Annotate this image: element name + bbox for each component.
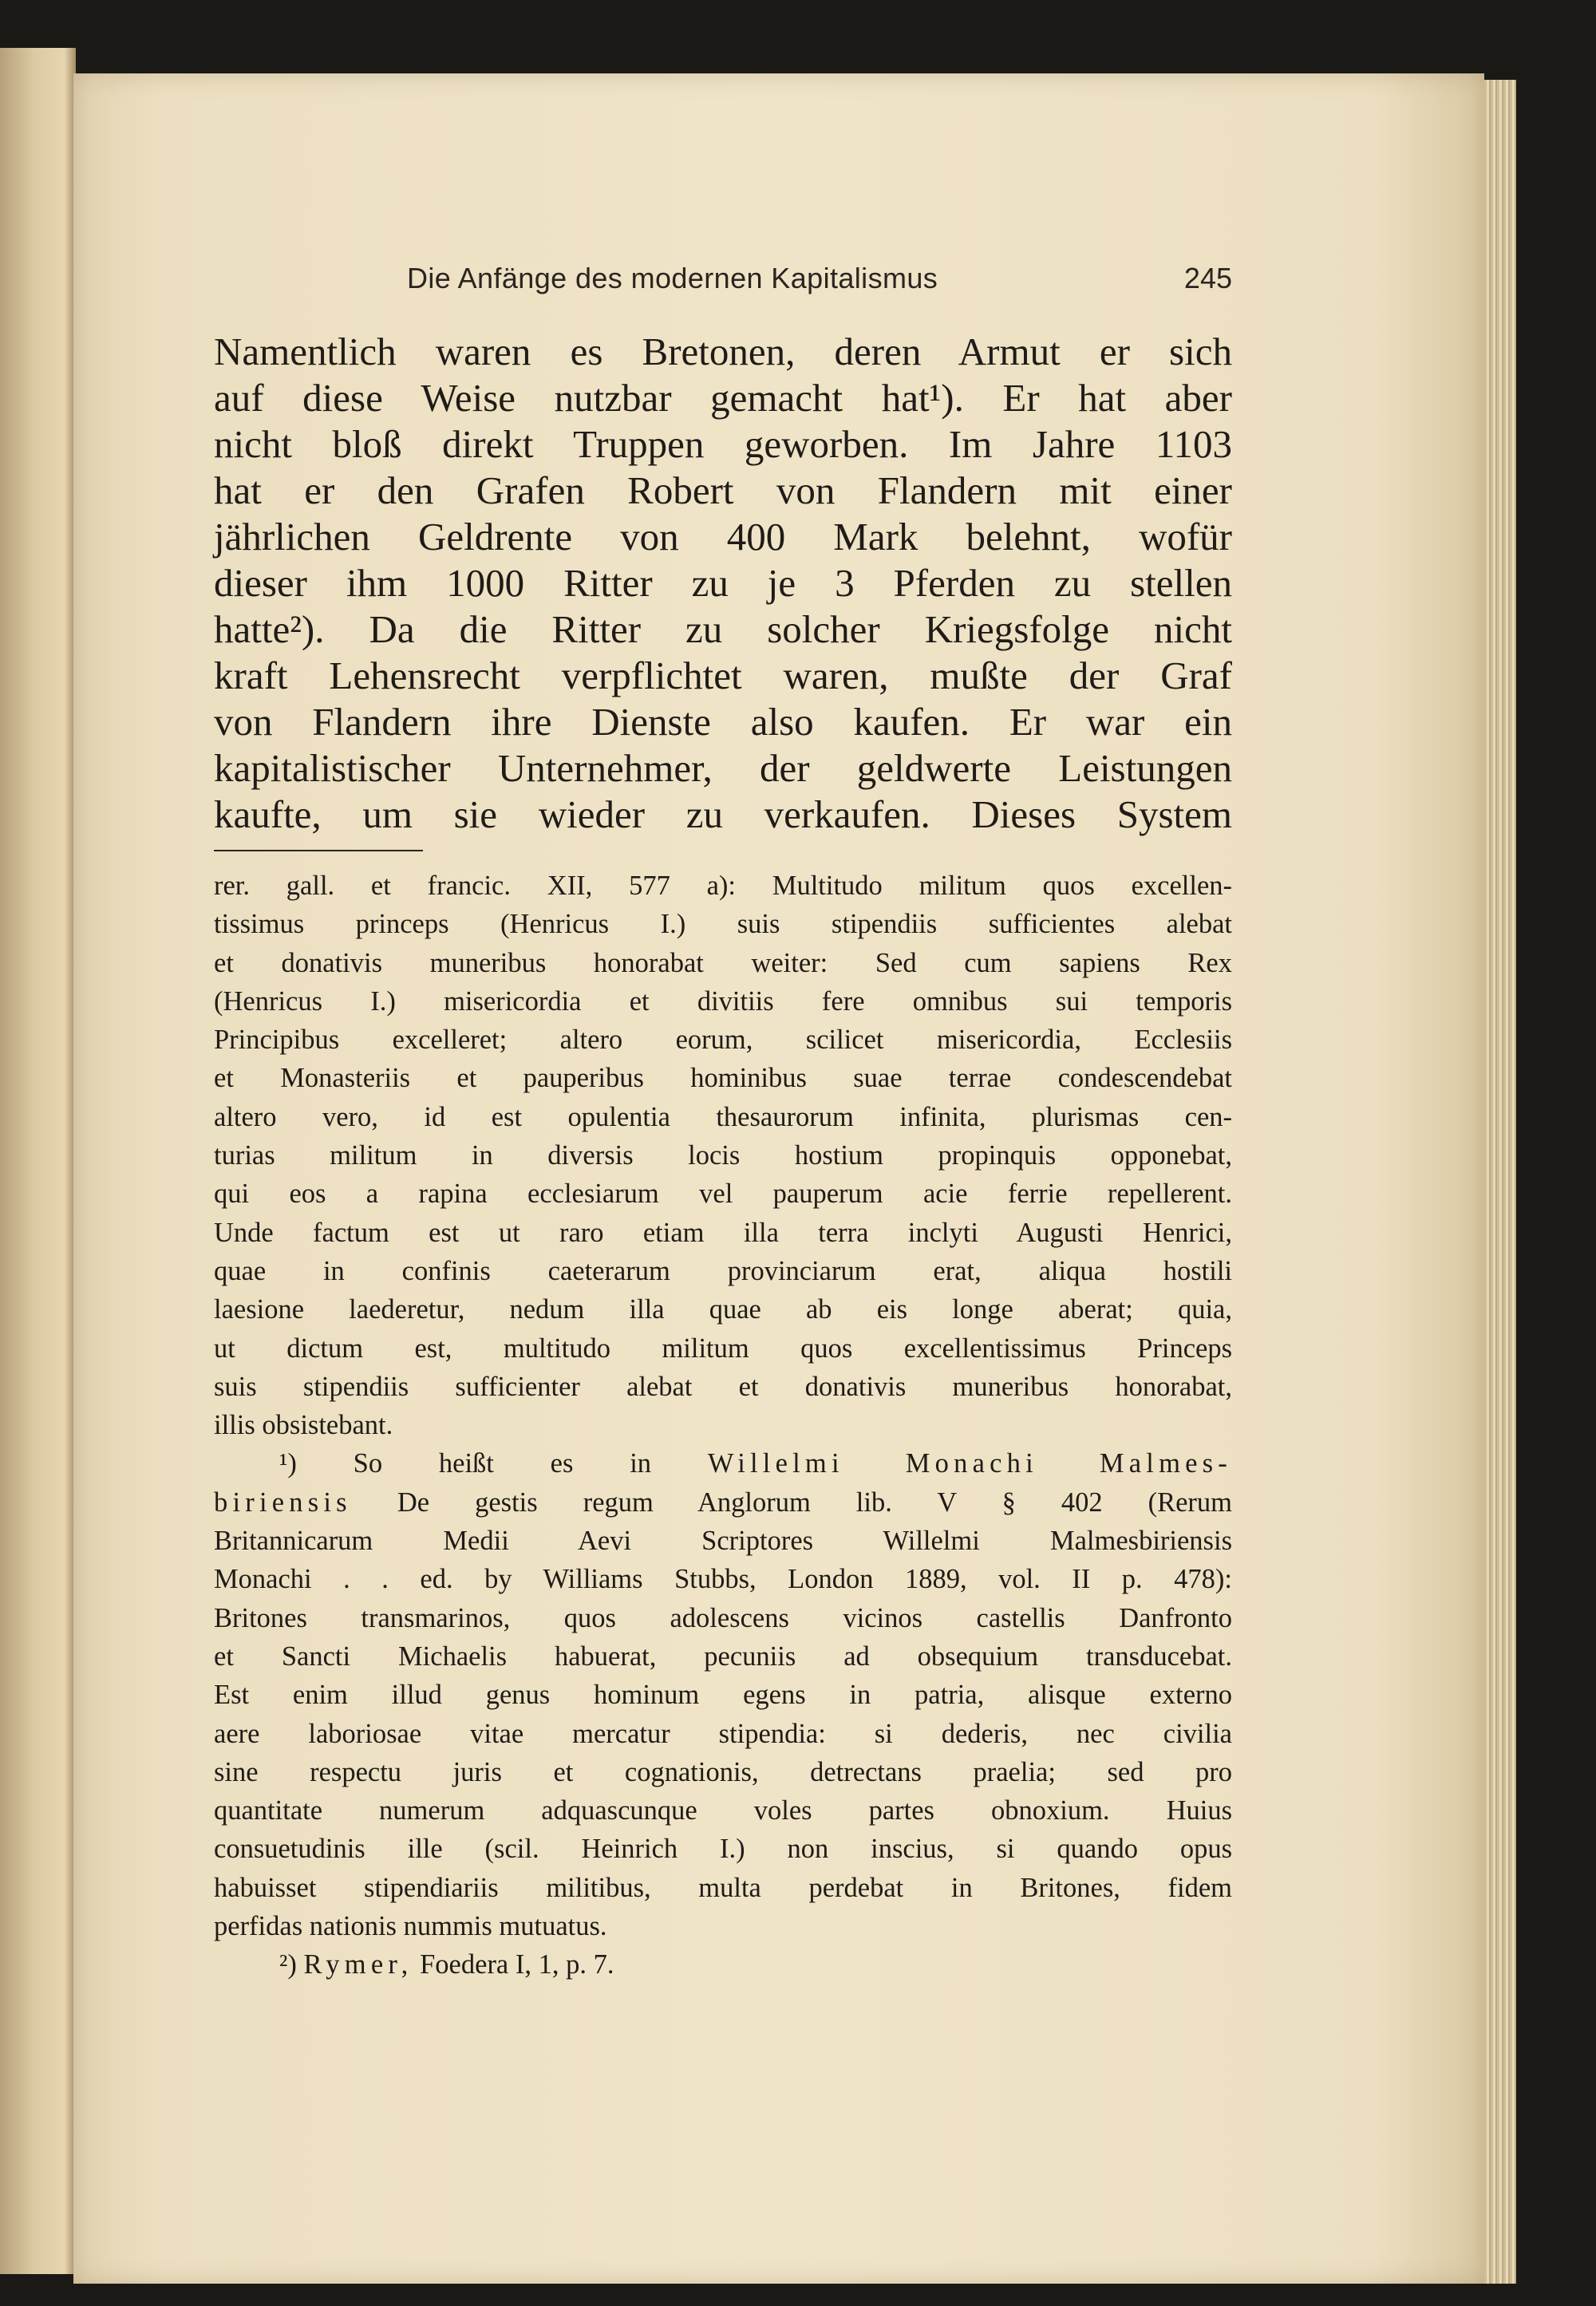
text-line: von Flandern ihre Dienste also kaufen. Er war ein [214,700,1232,744]
footnote-1-marker: ¹) [279,1448,297,1479]
text-line: kraft Lehensrecht verpflichtet waren, mußte der Graf [214,653,1232,697]
footnote-line: et donativis muneribus honorabat weiter: Sed cum sapiens Rex [214,947,1232,978]
facing-page-edge [0,48,76,2274]
text-line: hat er den Grafen Robert von Flandern mit einer [214,468,1232,512]
footnote-2-author: Rymer, [303,1949,413,1980]
footnote-line: quae in confinis caeterarum provinciarum erat, aliqua hostili [214,1255,1232,1286]
footnote-line: turias militum in diversis locis hostium propinquis opponebat, [214,1140,1232,1171]
text-line: kaufte, um sie wieder zu verkaufen. Dieses System [214,792,1232,836]
footnote-line: quantitate numerum adquascunque voles partes obnoxium. Huius [214,1795,1232,1826]
main-text [214,329,1232,838]
text-line: hatte²). Da die Ritter zu solcher Kriegsfolge nicht [214,607,1232,651]
text-line: jährlichen Geldrente von 400 Mark belehnt, wofür [214,515,1232,559]
footnote-line: et Sancti Michaelis habuerat, pecuniis ad obsequium transducebat. [214,1641,1232,1672]
running-title: Die Anfänge des modernen Kapitalismus [407,262,938,294]
footnote-line: aere laboriosae vitae mercatur stipendia: si dederis, nec civilia [214,1718,1232,1749]
footnote-line: Principibus excelleret; altero eorum, scilicet misericordia, Ecclesiis [214,1025,1232,1056]
footnote-1-first-line [214,1444,1232,1483]
text-line: nicht bloß direkt Truppen geworben. Im Jahre 1103 [214,422,1232,466]
footnote-line: laesione laederetur, nedum illa quae ab eis longe aberat; quia, [214,1294,1232,1325]
footnote-line: (Henricus I.) misericordia et divitiis fere omnibus sui temporis [214,985,1232,1017]
footnote-line: altero vero, id est opulentia thesaurorum infinita, plurismas cen- [214,1101,1232,1132]
text-line: Namentlich waren es Bretonen, deren Armut er sich [214,330,1232,373]
text-line: dieser ihm 1000 Ritter zu je 3 Pferden zu stellen [214,561,1232,605]
footnote-line: qui eos a rapina ecclesiarum vel pauperum acie ferrie repellerent. [214,1179,1232,1210]
footnote-2 [214,1945,1232,1984]
footnote-line: rer. gall. et francic. XII, 577 a): Multitudo militum quos excellen- [214,871,1232,901]
page-header [407,262,1232,310]
text-line: kapitalistischer Unternehmer, der geldwerte Leistungen [214,746,1232,790]
text-line: auf diese Weise nutzbar gemacht hat¹). Er hat aber [214,376,1232,420]
footnote-1-author-cont: biriensis [214,1487,352,1518]
footnote-line: perfidas nationis nummis mutuatus. [214,1911,607,1942]
footnote-line: tissimus princeps (Henricus I.) suis stipendiis sufficientes alebat [214,909,1232,940]
footnote-line: illis obsistebant. [214,1410,393,1441]
footnote-1-text: De gestis regum Anglorum lib. V § 402 (Rerum [397,1487,1232,1518]
page-number: 245 [1183,262,1232,294]
footnote-line: consuetudinis ille (scil. Heinrich I.) non inscius, si quando opus [214,1834,1232,1865]
footnote-1-second-line [214,1483,1232,1522]
footnote-line: suis stipendiis sufficienter alebat et donativis muneribus honorabat, [214,1371,1232,1402]
footnote-1-intro: So heißt es in [353,1448,652,1479]
footnote-line: Monachi . . ed. by Williams Stubbs, London 1889, vol. II p. 478): [214,1564,1232,1595]
footnotes [214,867,1232,1984]
page-stack-edge [1484,80,1516,2284]
footnote-line: et Monasteriis et pauperibus hominibus suae terrae condescendebat [214,1063,1232,1094]
footnote-2-marker: ²) [279,1949,297,1980]
footnote-line: Unde factum est ut raro etiam illa terra inclyti Augusti Henrici, [214,1217,1232,1248]
footnote-line: habuisset stipendiariis militibus, multa perdebat in Britones, fidem [214,1872,1232,1903]
footnote-line: ut dictum est, multitudo militum quos excellentissimus Princeps [214,1333,1232,1364]
footnote-2-text: Foedera I, 1, p. 7. [420,1949,614,1980]
footnote-1-author: Willelmi Monachi Malmes- [707,1448,1232,1479]
footnote-line: Britannicarum Medii Aevi Scriptores Willelmi Malmesbiriensis [214,1526,1232,1557]
footnote-line: Est enim illud genus hominum egens in patria, alisque externo [214,1680,1232,1711]
footnote-line: Britones transmarinos, quos adolescens vicinos castellis Danfronto [214,1602,1232,1633]
footnote-line: sine respectu juris et cognationis, detrectans praelia; sed pro [214,1756,1232,1787]
footnote-divider [214,850,423,851]
